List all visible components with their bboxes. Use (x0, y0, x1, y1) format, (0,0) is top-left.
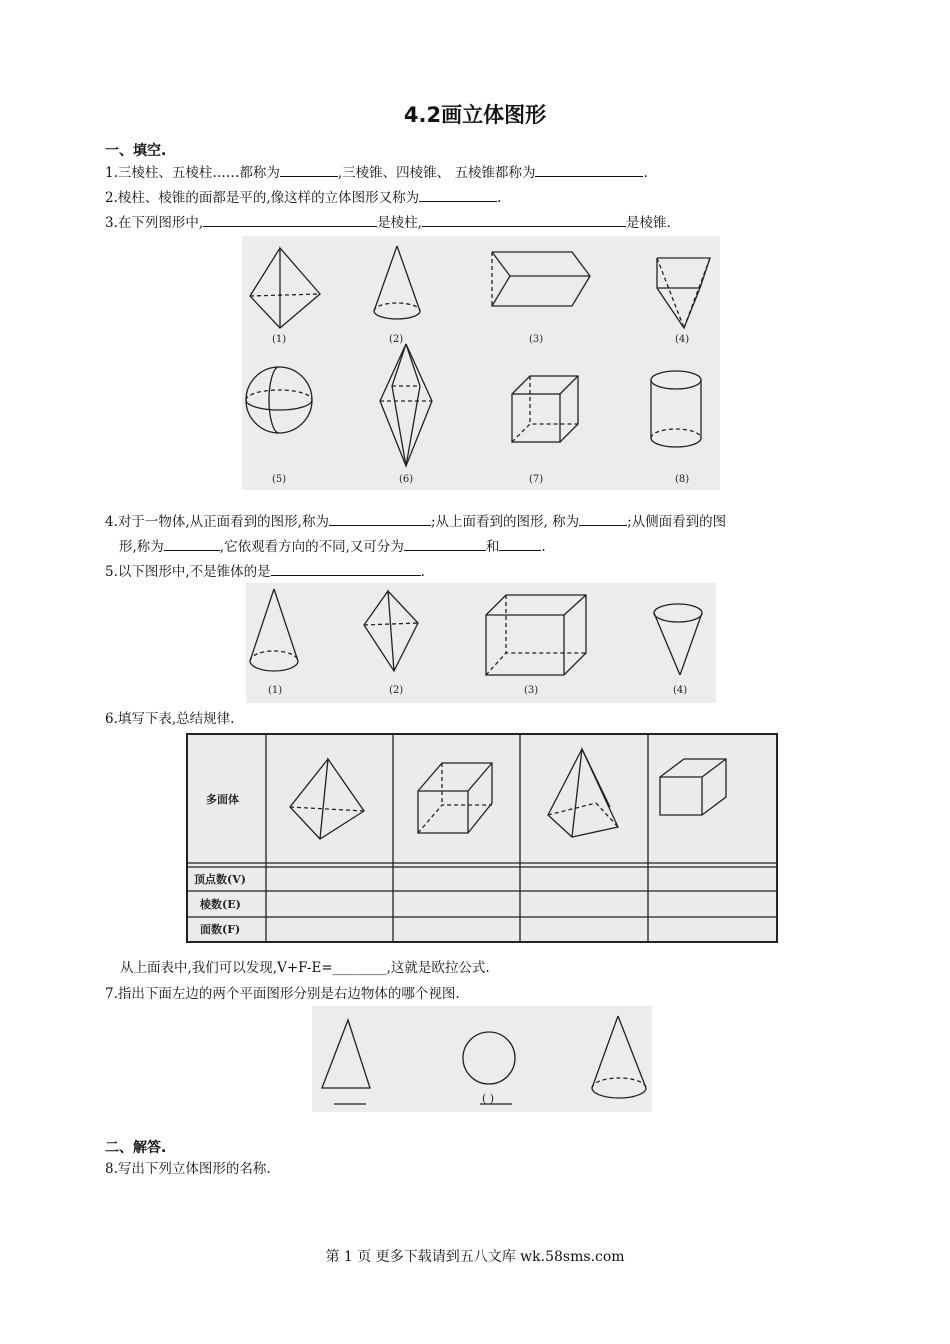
figure-label: (8) (675, 474, 690, 485)
answer-blank[interactable] (280, 162, 338, 177)
tetrahedron-shape (250, 248, 320, 328)
answer-blank[interactable] (579, 511, 627, 526)
cube-shape (512, 376, 578, 442)
sphere-shape (246, 367, 312, 433)
answer-blank[interactable] (422, 212, 626, 227)
cone-shape (250, 589, 298, 671)
figure-label: ( ) (482, 1092, 495, 1105)
triangular-prism-shape (492, 252, 590, 306)
question-3: 3.在下列图形中, 是棱柱, 是棱锥. (105, 212, 671, 233)
question-2: 2.棱柱、棱锥的面都是平的,像这样的立体图形又称为 . (105, 187, 501, 208)
parallelepiped-shape (486, 595, 586, 675)
figure-label: (1) (268, 685, 283, 696)
figure-label: (2) (389, 334, 404, 345)
euler-formula-line: 从上面表中,我们可以发现,V+F-E=________,这就是欧拉公式. (120, 960, 490, 976)
table-row-label: 棱数(E) (200, 898, 241, 911)
question-5: 5.以下图形中,不是锥体的是 . (105, 561, 425, 582)
inverted-pyramid-shape (657, 258, 710, 328)
bipyramid-shape (380, 344, 432, 466)
tetrahedron-shape (290, 759, 364, 839)
page-title: 4.2画立体图形 (403, 103, 547, 127)
answer-blank[interactable] (329, 511, 431, 526)
polyhedra-table (186, 733, 778, 943)
cylinder-shape (651, 371, 701, 447)
solids-figure-q3 (242, 236, 720, 490)
square-pyramid-shape (548, 749, 618, 837)
figure-label: (5) (272, 474, 287, 485)
table-header: 多面体 (206, 793, 239, 806)
figure-label: (2) (389, 685, 404, 696)
question-8: 8.写出下列立体图形的名称. (105, 1161, 271, 1177)
parallelepiped-shape (418, 763, 492, 833)
question-6: 6.填写下表,总结规律. (105, 711, 235, 727)
triangle-front-view (322, 1020, 370, 1104)
figure-label: (7) (529, 474, 544, 485)
question-1: 1.三棱柱、五棱柱……都称为 ,三棱锥、四棱锥、 五棱锥都称为 . (105, 162, 648, 183)
answer-blank[interactable] (164, 536, 220, 551)
answer-blank[interactable] (499, 536, 541, 551)
section-heading-fill-in: 一、填空. (105, 143, 167, 159)
question-7: 7.指出下面左边的两个平面图形分别是右边物体的哪个视图. (105, 986, 460, 1002)
views-figure-q7 (312, 1006, 652, 1112)
table-row-label: 顶点数(V) (194, 873, 246, 886)
answer-blank[interactable] (419, 187, 497, 202)
cone-object (592, 1016, 646, 1098)
question-4-line-2: 形,称为 ,它依观看方向的不同,又可分为 和 . (119, 536, 546, 557)
cone-shape (374, 246, 420, 319)
tetrahedron-shape (364, 591, 418, 671)
page-footer: 第 1 页 更多下载请到五八文库 wk.58sms.com (325, 1249, 625, 1265)
figure-label: (6) (399, 474, 414, 485)
answer-blank[interactable] (535, 162, 643, 177)
figure-label: (4) (675, 334, 690, 345)
solids-figure-q5 (246, 583, 716, 703)
question-4-line-1: 4.对于一物体,从正面看到的图形,称为 ;从上面看到的图形, 称为 ;从侧面看到的图 (105, 511, 726, 532)
figure-label: (4) (673, 685, 688, 696)
answer-blank[interactable] (404, 536, 486, 551)
parallelepiped-shape (660, 759, 726, 815)
inverted-cone-shape (654, 604, 702, 675)
figure-label: (1) (272, 334, 287, 345)
answer-blank[interactable] (271, 561, 421, 576)
figure-label: (3) (524, 685, 539, 696)
answer-blank[interactable] (203, 212, 377, 227)
table-row-label: 面数(F) (200, 923, 241, 936)
section-heading-answer: 二、解答. (105, 1140, 167, 1156)
figure-label: (3) (529, 334, 544, 345)
